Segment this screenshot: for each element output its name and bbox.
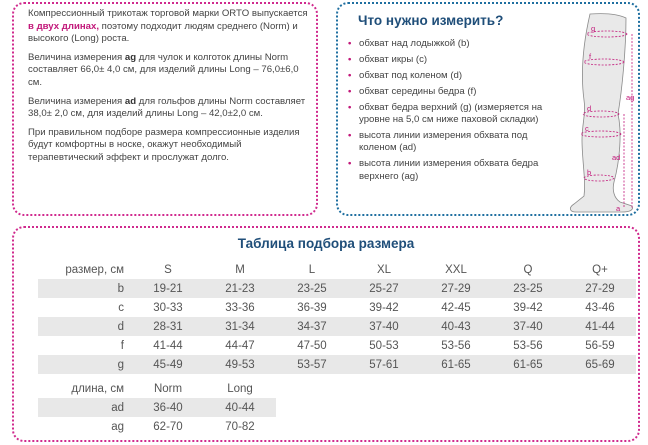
size-table-panel	[12, 226, 640, 442]
table-row	[38, 317, 636, 336]
leg-label-g: g	[591, 24, 596, 33]
measure-item: • высота линии измерения обхвата под коленом (ad)	[348, 129, 528, 154]
measure-title: Что нужно измерить?	[358, 13, 504, 28]
table-cell: 61-65	[420, 355, 492, 374]
table-cell: 27-29	[420, 279, 492, 298]
header-cell: Q+	[592, 263, 608, 276]
header-cell: M	[235, 263, 245, 276]
table-row	[38, 298, 636, 317]
header-cell: XL	[376, 263, 392, 276]
highlight-two-lengths: в двух длинах,	[28, 20, 99, 32]
measure-item: • обхват середины бедра (f)	[348, 85, 477, 97]
row-label: b	[38, 279, 132, 298]
table-cell: 57-61	[348, 355, 420, 374]
row-label: c	[118, 301, 124, 314]
table-cell: 23-25	[276, 279, 348, 298]
leg-label-c: c	[585, 124, 589, 133]
size-table	[38, 260, 636, 374]
header-cell: Q	[523, 263, 533, 276]
table-cell: 21-23	[204, 279, 276, 298]
table-cell: 37-40	[348, 317, 420, 336]
leg-label-a: a	[616, 204, 621, 213]
measure-item: • обхват бедра верхний (g) (измеряется на уровне на 5,0 см ниже паховой складки)	[348, 101, 543, 126]
table-cell: 39-42	[513, 301, 543, 314]
table-cell: 30-33	[153, 301, 183, 314]
table-cell: 36-39	[297, 301, 327, 314]
measure-item: • высота линии измерения обхвата бедра верхнего (ag)	[348, 158, 539, 182]
measure-panel	[336, 2, 640, 216]
row-label: ag	[111, 420, 124, 433]
table-cell: 40-44	[204, 398, 276, 417]
table-cell: 70-82	[225, 420, 255, 433]
table-cell: 47-50	[297, 339, 327, 352]
leg-silhouette	[570, 14, 635, 212]
info-paragraph-ad: Величина измерения ad для гольфов длины Norm составляет 38,0± 2,0 см, для изделий длины Long – 42,0±2,0 см.	[28, 95, 306, 120]
measure-list	[348, 38, 560, 187]
leg-label-ad: ad	[612, 153, 621, 162]
table-cell: 45-49	[132, 355, 204, 374]
table-cell: 41-44	[153, 339, 183, 352]
bullet-icon: •	[348, 158, 352, 170]
length-table	[38, 379, 276, 436]
table-cell: 53-56	[441, 339, 471, 352]
bullet-icon: •	[348, 101, 352, 113]
bullet-icon: •	[348, 69, 352, 81]
table-row	[38, 279, 636, 298]
header-cell: длина, см	[71, 382, 124, 395]
leg-label-ag: ag	[626, 93, 635, 102]
table-cell: 50-53	[369, 339, 399, 352]
bullet-icon: •	[348, 38, 352, 49]
row-label: ad	[38, 398, 132, 417]
table-row	[38, 417, 276, 436]
table-cell: 19-21	[132, 279, 204, 298]
header-cell: Long	[227, 382, 253, 395]
table-cell: 43-46	[585, 301, 615, 314]
length-header-row	[38, 379, 276, 398]
table-cell: 25-27	[348, 279, 420, 298]
table-cell: 27-29	[564, 279, 636, 298]
header-cell: размер, см	[65, 263, 124, 276]
info-paragraph-lengths: Компрессионный трикотаж торговой марки ORTO выпускается в двух длинах, поэтому подходит людям среднего (Norm) и высокого (Long) роста.	[28, 8, 308, 45]
bullet-icon: •	[348, 85, 352, 97]
measure-item: • обхват над лодыжкой (b)	[348, 38, 470, 49]
bullet-icon: •	[348, 53, 352, 65]
measure-item: • обхват под коленом (d)	[348, 69, 463, 81]
bullet-icon: •	[348, 129, 352, 141]
header-cell: XXL	[445, 263, 467, 276]
table-cell: 40-43	[420, 317, 492, 336]
row-label: d	[38, 317, 132, 336]
table-cell: 61-65	[492, 355, 564, 374]
info-paragraph-ag: Величина измерения ag для чулок и колготок длины Norm составляет 66,0± 4,0 см, для изделий длины Long – 76,0±6,0 см.	[28, 51, 299, 88]
header-cell: Norm	[153, 382, 183, 395]
leg-label-d: d	[587, 104, 592, 113]
table-cell: 36-40	[132, 398, 204, 417]
info-paragraph-comfort: При правильном подборе размера компрессионные изделия будут комфортны в носке, окажут необходимый терапевтический эффект и прослужат долго.	[28, 126, 300, 163]
header-cell: L	[308, 263, 316, 276]
table-row	[38, 398, 276, 417]
table-row	[38, 336, 636, 355]
table-header-row	[38, 260, 636, 279]
info-panel	[12, 2, 318, 216]
table-cell: 53-57	[276, 355, 348, 374]
table-cell: 37-40	[492, 317, 564, 336]
table-cell: 44-47	[225, 339, 255, 352]
row-label: g	[38, 355, 132, 374]
table-cell: 42-45	[441, 301, 471, 314]
measure-item: • обхват икры (c)	[348, 53, 428, 65]
table-cell: 34-37	[276, 317, 348, 336]
leg-diagram	[560, 10, 640, 214]
table-cell: 33-36	[225, 301, 255, 314]
table-title: Таблица подбора размера	[237, 236, 415, 251]
leg-label-b: b	[587, 168, 592, 177]
table-cell: 56-59	[585, 339, 615, 352]
table-cell: 23-25	[492, 279, 564, 298]
row-label: f	[120, 339, 124, 352]
table-row	[38, 355, 636, 374]
header-cell: S	[164, 263, 172, 276]
table-cell: 28-31	[132, 317, 204, 336]
table-cell: 62-70	[153, 420, 183, 433]
leg-label-f: f	[589, 52, 592, 61]
table-cell: 39-42	[369, 301, 399, 314]
table-cell: 49-53	[204, 355, 276, 374]
table-cell: 41-44	[564, 317, 636, 336]
table-cell: 65-69	[564, 355, 636, 374]
table-cell: 31-34	[204, 317, 276, 336]
table-cell: 53-56	[513, 339, 543, 352]
